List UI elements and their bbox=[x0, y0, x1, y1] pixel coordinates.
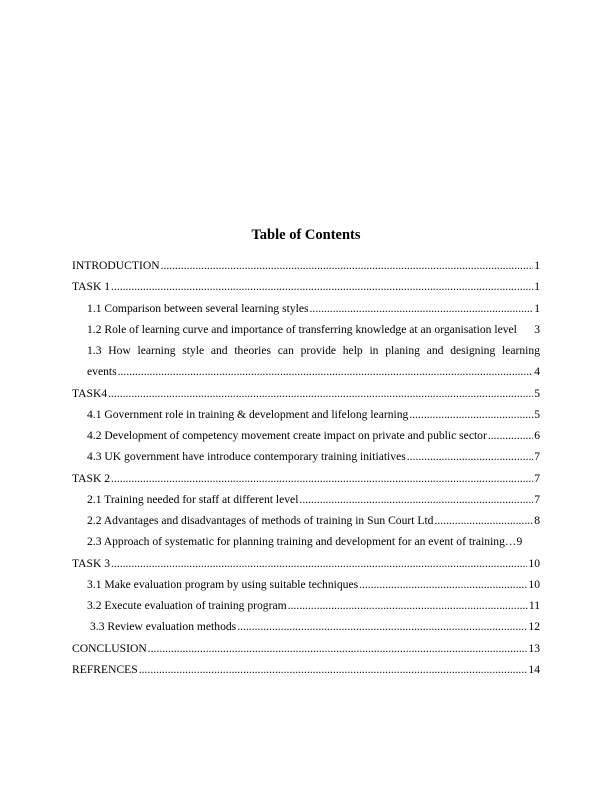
toc-leader-dots bbox=[139, 659, 528, 680]
toc-leader-dots bbox=[111, 468, 533, 489]
toc-page-number: 5 bbox=[534, 407, 540, 421]
toc-entry-text: REFRENCES bbox=[72, 662, 138, 676]
toc-entry-text: 4.3 UK government have introduce contemporary training initiatives bbox=[87, 450, 406, 464]
toc-leader-dots bbox=[434, 510, 533, 531]
toc-entry-1-1[interactable] bbox=[72, 298, 540, 319]
toc-leader-dots bbox=[161, 255, 534, 276]
toc-entry-text: 1.1 Comparison between several learning styles bbox=[87, 301, 309, 315]
toc-leader-dots bbox=[409, 404, 533, 425]
toc-leader-dots bbox=[299, 489, 533, 510]
toc-page-number: 10 bbox=[528, 577, 540, 591]
toc-entry-1-2[interactable] bbox=[72, 319, 540, 340]
toc-leader-dots bbox=[288, 595, 528, 616]
toc-entry-text: TASK 2 bbox=[72, 471, 111, 485]
toc-entry-3-3[interactable] bbox=[72, 616, 540, 637]
toc-entry-task-4[interactable] bbox=[72, 383, 540, 404]
toc-entry-text: 2.3 Approach of systematic for planning training and development for an event of training bbox=[87, 535, 505, 549]
toc-entry-2-1[interactable] bbox=[72, 489, 540, 510]
toc-entry-references[interactable] bbox=[72, 659, 540, 680]
toc-entry-text: 2.1 Training needed for staff at different level bbox=[87, 492, 299, 506]
toc-leader-dots bbox=[237, 616, 527, 637]
toc-entry-text: TASK 1 bbox=[72, 280, 111, 294]
toc-entry-text: 4.2 Development of competency movement create impact on private and public sector bbox=[87, 429, 487, 442]
toc-page-number: 1 bbox=[534, 259, 540, 272]
toc-page-number: 1 bbox=[534, 280, 540, 294]
toc-entry-4-2[interactable] bbox=[72, 425, 540, 446]
toc-page-number: 5 bbox=[534, 386, 540, 400]
toc-leader-dots bbox=[111, 276, 533, 297]
toc-ellipsis: … bbox=[504, 535, 517, 549]
toc-entry-3-2[interactable] bbox=[72, 595, 540, 616]
toc-page-number: 9 bbox=[516, 535, 523, 549]
toc-entry-task-3[interactable] bbox=[72, 553, 540, 574]
toc-entry-text: TASK4 bbox=[72, 386, 108, 400]
toc-entry-text: 3.2 Execute evaluation of training program bbox=[87, 599, 287, 612]
toc-leader-dots bbox=[148, 638, 528, 659]
toc-entry-task-2[interactable] bbox=[72, 468, 540, 489]
toc-entry-text: 4.1 Government role in training & development and lifelong learning bbox=[87, 407, 409, 421]
toc-page-number: 4 bbox=[534, 365, 540, 379]
toc-leader-dots bbox=[108, 383, 533, 404]
toc-page-number: 7 bbox=[534, 450, 540, 464]
toc-page-number: 7 bbox=[534, 471, 540, 485]
toc-page-number: 12 bbox=[528, 620, 540, 634]
toc-entry-text: TASK 3 bbox=[72, 556, 111, 570]
toc-entry-text: 1.2 Role of learning curve and importance of transferring knowledge at an organisation level bbox=[87, 322, 517, 336]
toc-leader-dots bbox=[111, 553, 527, 574]
toc-entry-text: 3.1 Make evaluation program by using suitable techniques bbox=[87, 577, 359, 591]
toc-page-number: 11 bbox=[528, 599, 540, 612]
toc-entry-conclusion[interactable] bbox=[72, 638, 540, 659]
toc-page-number: 7 bbox=[534, 492, 540, 506]
toc-page-number: 10 bbox=[528, 556, 540, 570]
toc-leader-dots bbox=[310, 298, 534, 319]
toc-entry-2-2[interactable] bbox=[72, 510, 540, 531]
toc-entry-3-1[interactable] bbox=[72, 574, 540, 595]
toc-entry-text: 2.2 Advantages and disadvantages of methods of training in Sun Court Ltd bbox=[87, 514, 434, 527]
toc-entry-4-3[interactable] bbox=[72, 446, 540, 467]
toc-entry-text-line1: 1.3 How learning style and theories can provide help in planing and designing learning bbox=[87, 344, 540, 357]
toc-entry-text: 3.3 Review evaluation methods bbox=[90, 620, 237, 634]
toc-entry-task-1[interactable] bbox=[72, 276, 540, 297]
toc-page-number: 1 bbox=[534, 301, 540, 315]
toc-entry-2-3[interactable] bbox=[72, 531, 540, 552]
toc-title: Table of Contents bbox=[251, 227, 361, 243]
toc-leader-dots bbox=[407, 446, 533, 467]
toc-entry-introduction[interactable] bbox=[72, 255, 540, 276]
toc-leader-dots bbox=[118, 361, 534, 382]
toc-entry-text-line2: events bbox=[87, 365, 117, 379]
toc-entry-text: INTRODUCTION bbox=[72, 259, 160, 272]
toc-entry-1-3[interactable] bbox=[72, 340, 540, 383]
toc-page-number: 3 bbox=[534, 322, 540, 336]
toc-page-number: 13 bbox=[528, 641, 540, 655]
toc-entry-4-1[interactable] bbox=[72, 404, 540, 425]
toc-leader-dots bbox=[488, 425, 533, 446]
toc-page-number: 6 bbox=[534, 429, 540, 442]
toc-leader-dots bbox=[359, 574, 527, 595]
table-of-contents bbox=[72, 255, 540, 680]
toc-page-number: 14 bbox=[528, 662, 540, 676]
toc-entry-text: CONCLUSION bbox=[72, 641, 147, 655]
toc-page-number: 8 bbox=[534, 514, 540, 527]
